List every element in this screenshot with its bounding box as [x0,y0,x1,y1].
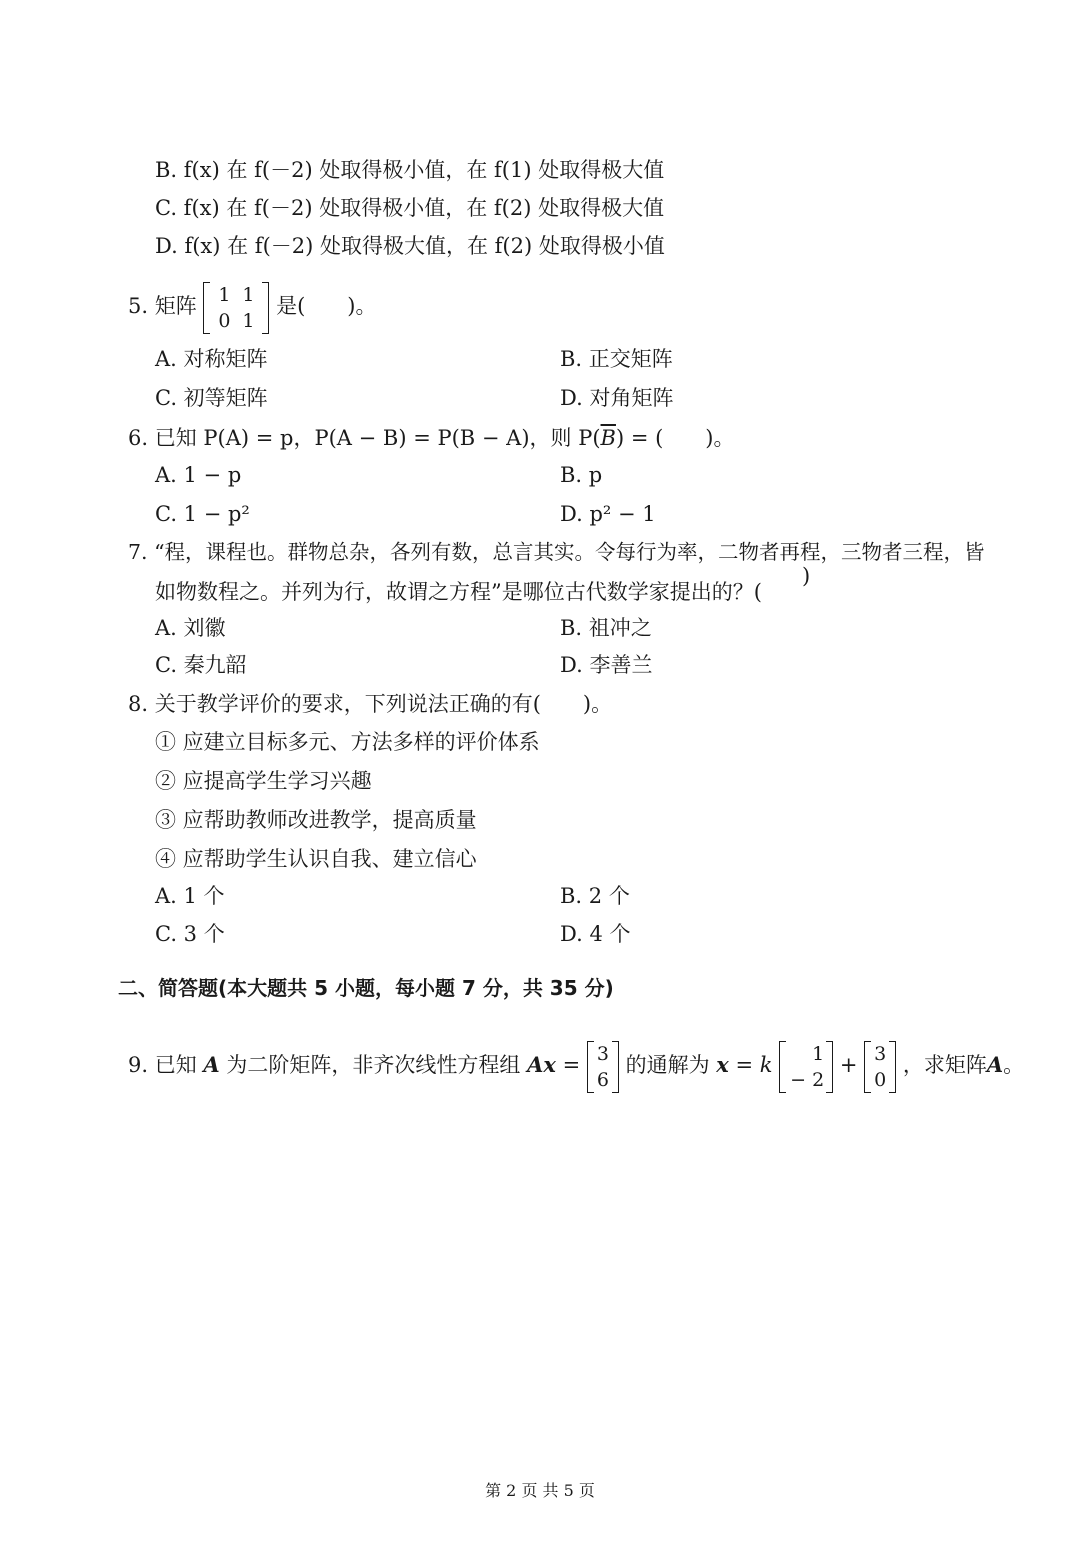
q5-stem [128,276,376,336]
q7-option-a: A. 刘徽 [155,616,226,640]
q6-stem [128,424,735,452]
q4-option-d: D. f(x) 在 f(－2) 处取得极大值，在 f(2) 处取得极小值 [155,234,665,258]
q9-matrix-symbol: A [986,1052,1004,1077]
q8-stem: 8. 关于教学评价的要求，下列说法正确的有( )。 [128,692,613,716]
q8-option-b: B. 2 个 [560,884,630,908]
q8-item-1: ① 应建立目标多元、方法多样的评价体系 [155,730,540,754]
q7-option-b: B. 祖冲之 [560,616,652,640]
matrix-cell: 1 [218,283,231,306]
q5-option-d: D. 对角矩阵 [560,386,674,410]
q5-prefix: 5. 矩阵 [128,294,197,318]
q9-matrix-symbol: A [203,1052,220,1077]
q9-text: ，求矩阵 [902,1053,987,1077]
q9-text: 。 [1003,1053,1025,1077]
q8-item-2: ② 应提高学生学习兴趣 [155,769,372,793]
vector-cell: 1 [812,1042,825,1065]
q5-suffix: 是( )。 [276,294,377,318]
vector-cell: 3 [874,1042,887,1065]
q6-option-a: A. 1 − p [155,463,242,487]
q5-option-b: B. 正交矩阵 [560,347,673,371]
q9-ax: Ax [527,1052,556,1077]
q7-close-paren: ) [802,564,811,588]
matrix-cell: 1 [242,283,255,306]
q4-option-c: C. f(x) 在 f(－2) 处取得极小值，在 f(2) 处取得极大值 [155,196,665,220]
q6-option-b: B. p [560,463,603,487]
q8-item-4: ④ 应帮助学生认识自我、建立信心 [155,847,477,871]
q5-matrix [203,282,269,334]
q9-x: x [716,1052,729,1077]
q9-plus: + [839,1053,858,1077]
q8-item-3: ③ 应帮助教师改进教学，提高质量 [155,808,477,832]
q9-vector-2 [864,1041,896,1093]
q9-text: 的通解为 [625,1053,710,1077]
vector-cell: 6 [596,1068,609,1091]
q7-option-d: D. 李善兰 [560,653,653,677]
q7-option-c: C. 秦九韶 [155,653,247,677]
q6-option-c: C. 1 − p² [155,502,250,526]
vector-cell: 0 [874,1068,887,1091]
q9-equals: = [562,1053,581,1077]
q7-line2: 如物数程之。并列为行，故谓之方程”是哪位古代数学家提出的？( [155,580,762,604]
q9-text: 9. 已知 [128,1053,197,1077]
q5-option-a: A. 对称矩阵 [155,347,268,371]
q9-vector-1 [779,1041,833,1093]
q6-stem-text: 6. 已知 P(A) = p，P(A − B) = P(B − A)，则 P( [128,426,601,450]
q5-option-c: C. 初等矩阵 [155,386,268,410]
page-footer: 第 2 页 共 5 页 [485,1481,595,1500]
q8-option-a: A. 1 个 [155,884,225,908]
q9-equals-k: = k [735,1053,773,1077]
q9-rhs-vector [587,1041,619,1093]
vector-cell: 3 [596,1042,609,1065]
section-heading: 二、简答题(本大题共 5 小题，每小题 7 分，共 35 分) [118,976,614,1000]
q9-text: 为二阶矩阵，非齐次线性方程组 [226,1053,521,1077]
q8-option-c: C. 3 个 [155,922,225,946]
q9-stem [128,1034,1024,1096]
matrix-cell: 1 [242,309,255,332]
vector-cell: − 2 [790,1068,825,1091]
matrix-cell: 0 [218,309,231,332]
q7-line1: 7. “程，课程也。群物总杂，各列有数，总言其实。令每行为率，二物者再程，三物者三程，皆 [128,540,985,564]
q6-option-d: D. p² − 1 [560,502,656,526]
q6-complement: $\overline{B}$ [600,426,616,450]
q8-option-d: D. 4 个 [560,922,631,946]
q6-stem-end: ) = ( )。 [615,426,735,450]
q4-option-b: B. f(x) 在 f(－2) 处取得极小值，在 f(1) 处取得极大值 [155,158,665,182]
